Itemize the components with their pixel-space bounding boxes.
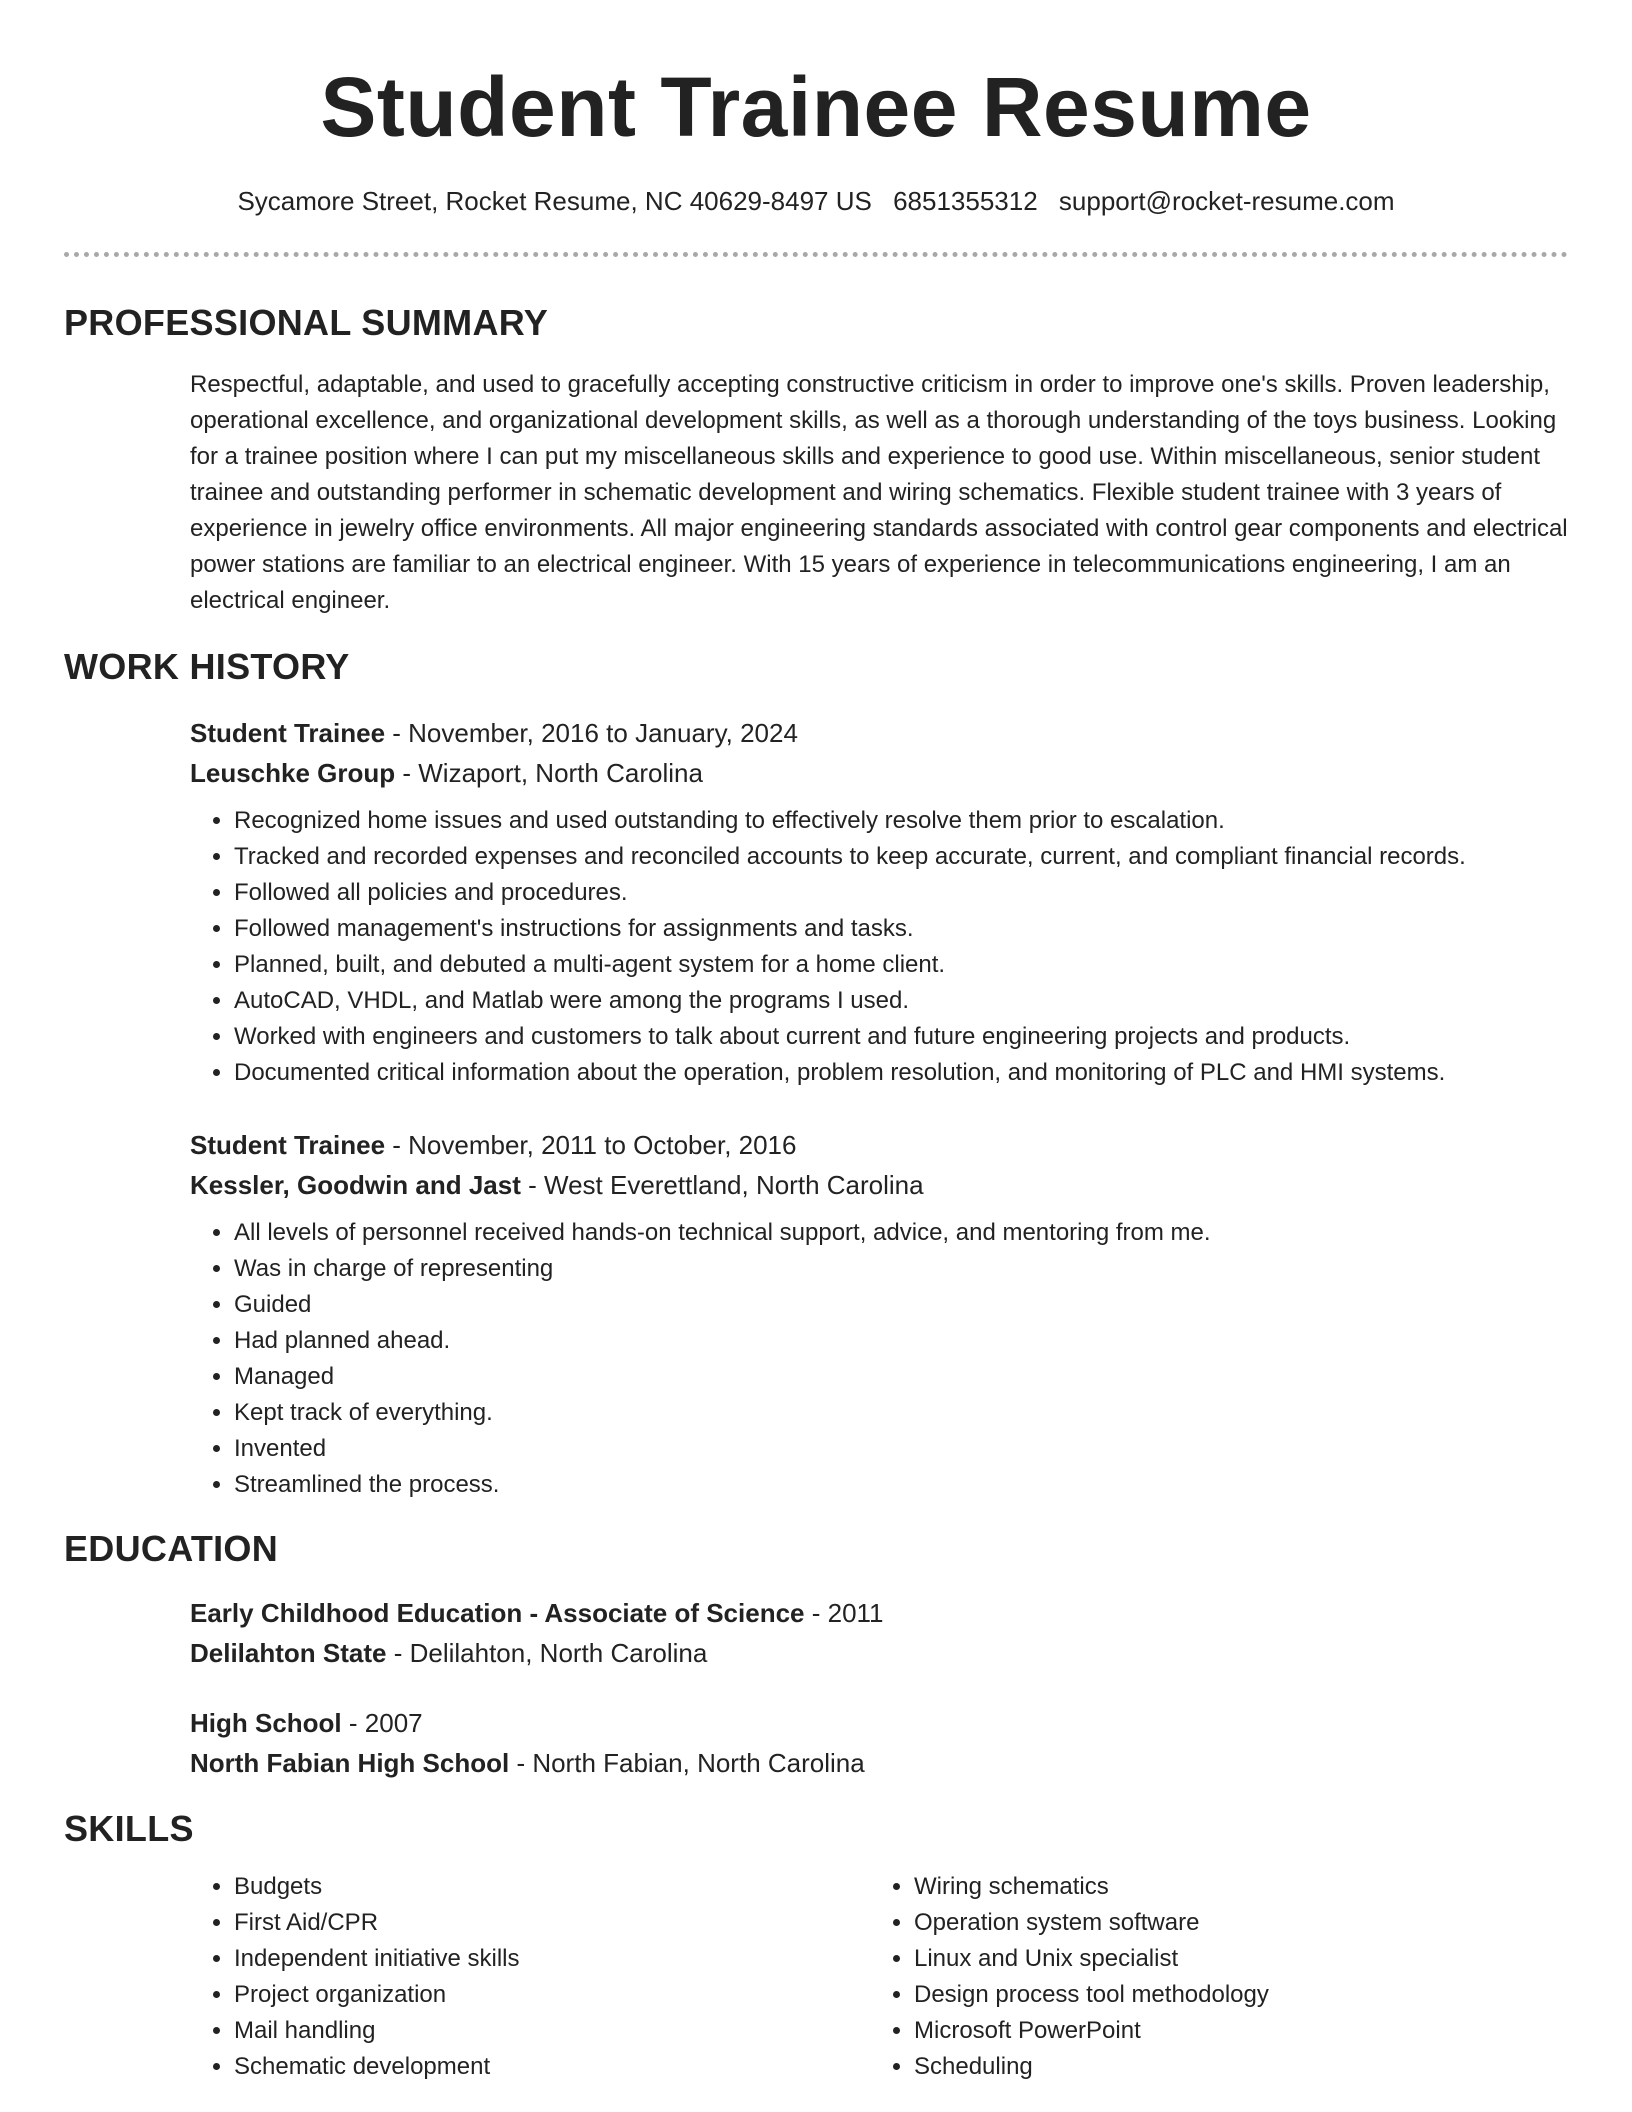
school-name: Delilahton State <box>190 1638 387 1668</box>
resume-title: Student Trainee Resume <box>320 60 1312 154</box>
skills-grid <box>64 1869 1568 2085</box>
skill-item: • Wiring schematics <box>914 1869 1550 1905</box>
education-section <box>64 1527 1568 1783</box>
education-entry <box>64 1703 1568 1783</box>
list-item: • Worked with engineers and customers to talk about current and future engineering projects and products. <box>234 1019 1568 1055</box>
education-heading: EDUCATION <box>64 1528 279 1569</box>
job-title-line <box>190 713 1568 753</box>
job-title: Student Trainee <box>190 1130 386 1160</box>
skill-item: • Microsoft PowerPoint <box>914 2013 1550 2049</box>
list-item: • Managed <box>234 1359 1568 1395</box>
skills-heading: SKILLS <box>64 1808 194 1849</box>
skill-item: • Operation system software <box>914 1905 1550 1941</box>
skills-section <box>64 1807 1568 2085</box>
list-item: • All levels of personnel received hands-on technical support, advice, and mentoring from me. <box>234 1215 1568 1251</box>
list-item: • AutoCAD, VHDL, and Matlab were among the programs I used. <box>234 983 1568 1019</box>
job-dates: - November, 2011 to October, 2016 <box>385 1130 797 1160</box>
list-item: • Guided <box>234 1287 1568 1323</box>
skill-item: • Independent initiative skills <box>234 1941 870 1977</box>
job-title-line <box>190 1125 1568 1165</box>
list-item: • Documented critical information about the operation, problem resolution, and monitoring of PLC and HMI systems. <box>234 1055 1568 1091</box>
list-item: • Was in charge of representing <box>234 1251 1568 1287</box>
job-entry <box>64 1125 1568 1503</box>
list-item: • Had planned ahead. <box>234 1323 1568 1359</box>
summary-text: Respectful, adaptable, and used to gracefully accepting constructive criticism in order to improve one's skills. Proven leadership, operational excellence, and organizational development skills, as well as a thorough understanding of the toys business. Looking for a trainee position where I can put my miscellaneous skills and experience to good use. Within miscellaneous, senior student trainee and outstanding performer in schematic development and wiring schematics. Flexible student trainee with 3 years of experience in jewelry office environments. All major engineering standards associated with control gear components and electrical power stations are familiar to an electrical engineer. With 15 years of experience in telecommunications engineering, I am an electrical engineer. <box>190 371 1568 614</box>
list-item: • Planned, built, and debuted a multi-agent system for a home client. <box>234 947 1568 983</box>
school-line <box>190 1633 1568 1673</box>
contact-email: support@rocket-resume.com <box>1058 186 1395 216</box>
skills-list-right <box>870 1869 1550 2085</box>
list-item: • Streamlined the process. <box>234 1467 1568 1503</box>
school-line <box>190 1743 1568 1783</box>
job-dates: - November, 2016 to January, 2024 <box>385 718 798 748</box>
job-company-line <box>190 1165 1568 1205</box>
job-title: Student Trainee <box>190 718 386 748</box>
school-location: - North Fabian, North Carolina <box>509 1748 865 1778</box>
list-item: • Followed all policies and procedures. <box>234 875 1568 911</box>
job-location: - Wizaport, North Carolina <box>395 758 703 788</box>
list-item: • Invented <box>234 1431 1568 1467</box>
job-company-line <box>190 753 1568 793</box>
job-location: - West Everettland, North Carolina <box>520 1170 924 1200</box>
header-divider <box>64 252 1568 257</box>
skills-column-left <box>190 1869 870 2085</box>
skills-list-left <box>190 1869 870 2085</box>
skill-item: • Project organization <box>234 1977 870 2013</box>
skills-column-right <box>870 1869 1550 2085</box>
list-item: • Recognized home issues and used outstanding to effectively resolve them prior to escalation. <box>234 803 1568 839</box>
education-entry <box>64 1593 1568 1673</box>
skill-item: • Scheduling <box>914 2049 1550 2085</box>
summary-heading: PROFESSIONAL SUMMARY <box>64 302 549 343</box>
contact-address: Sycamore Street, Rocket Resume, NC 40629-8497 US <box>237 186 872 216</box>
degree-name: Early Childhood Education - Associate of Science <box>190 1598 805 1628</box>
degree-line <box>190 1703 1568 1743</box>
work-section <box>64 645 1568 1503</box>
work-heading: WORK HISTORY <box>64 646 350 687</box>
skill-item: • Budgets <box>234 1869 870 1905</box>
job-entry <box>64 713 1568 1091</box>
skill-item: • Schematic development <box>234 2049 870 2085</box>
degree-year: - 2007 <box>341 1708 423 1738</box>
skill-item: • Mail handling <box>234 2013 870 2049</box>
skill-item: • First Aid/CPR <box>234 1905 870 1941</box>
list-item: • Kept track of everything. <box>234 1395 1568 1431</box>
degree-year: - 2011 <box>804 1598 884 1628</box>
skill-item: • Design process tool methodology <box>914 1977 1550 2013</box>
summary-section <box>64 301 1568 619</box>
contact-line <box>64 184 1568 218</box>
degree-line <box>190 1593 1568 1633</box>
job-company: Kessler, Goodwin and Jast <box>190 1170 521 1200</box>
contact-phone: 6851355312 <box>893 186 1038 216</box>
job-duties-list <box>190 803 1568 1091</box>
job-company: Leuschke Group <box>190 758 396 788</box>
job-duties-list <box>190 1215 1568 1503</box>
school-name: North Fabian High School <box>190 1748 510 1778</box>
degree-name: High School <box>190 1708 342 1738</box>
list-item: • Tracked and recorded expenses and reconciled accounts to keep accurate, current, and compliant financial records. <box>234 839 1568 875</box>
skill-item: • Linux and Unix specialist <box>914 1941 1550 1977</box>
school-location: - Delilahton, North Carolina <box>386 1638 708 1668</box>
list-item: • Followed management's instructions for assignments and tasks. <box>234 911 1568 947</box>
